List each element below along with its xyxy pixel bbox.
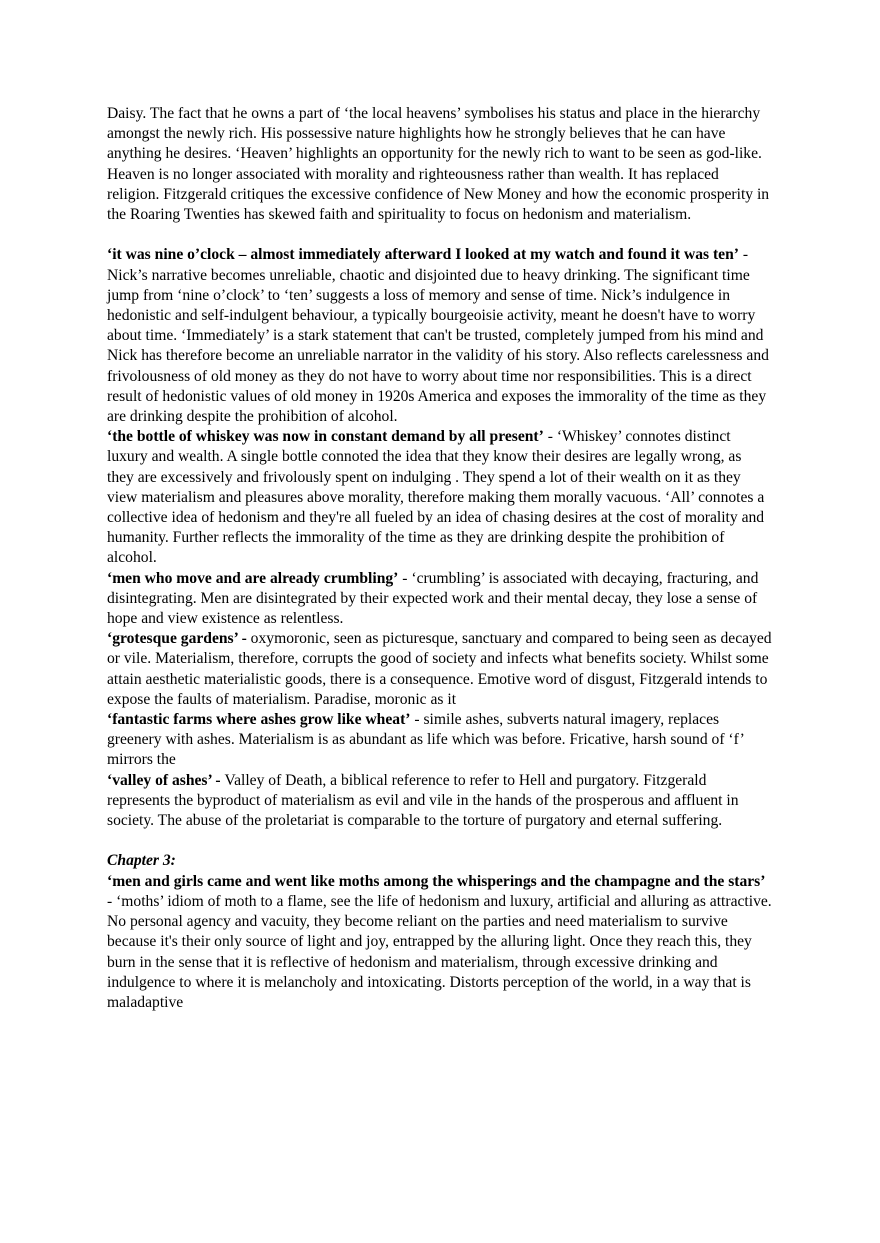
commentary-text-grotesque-gardens: oxymoronic, seen as picturesque, sanctuary and compared to being seen as decayed or vile. Materialism, therefore, corrupts the good of society and infects what benefits society. Whilst some attain aesthetic materialistic goods, there is a consequence. Emotive word of disgust, Fitzgerald intends to expose the faults of materialism. Paradise, moronic as it [107, 630, 772, 708]
quote-separator: - [543, 428, 557, 446]
commentary-text-fantastic-farms: simile ashes, subverts natural imagery, replaces greenery with ashes. Materialism is as abundant as life which was before. Fricative, harsh sound of ‘f’ mirrors the [107, 711, 744, 769]
quote-separator: - [107, 892, 117, 910]
quote-text-valley-of-ashes: ‘valley of ashes’ [107, 771, 212, 789]
quote-entry-valley-of-ashes [107, 771, 772, 832]
quote-separator: - [398, 569, 412, 587]
paragraph-daisy-heavens: Daisy. The fact that he owns a part of ‘the local heavens’ symbolises his status and place in the hierarchy amongst the newly rich. His possessive nature highlights how he strongly believes that he can have anything he desires. ‘Heaven’ highlights an opportunity for the newly rich to want to be seen as god-like. Heaven is no longer associated with morality and righteousness rather than wealth. It has replaced religion. Fitzgerald critiques the excessive confidence of New Money and how the economic prosperity in the Roaring Twenties has skewed faith and spirituality to focus on hedonism and materialism. [107, 105, 770, 224]
quote-entry-grotesque-gardens [107, 629, 772, 710]
quote-entry-nine-oclock [107, 245, 772, 427]
quote-entry-moths-champagne-stars [107, 872, 772, 1013]
quote-separator: - [237, 630, 251, 648]
commentary-text-men-crumbling: ‘crumbling’ is associated with decaying, fracturing, and disintegrating. Men are disintegrated by their expected work and their mental decay, they lose a sense of hope and view existence as relentless. [107, 569, 759, 628]
quote-separator: - [211, 771, 225, 789]
quote-text-moths-champagne-stars: ‘men and girls came and went like moths among the whisperings and the champagne and the stars’ [107, 872, 766, 890]
quote-text-fantastic-farms: ‘fantastic farms where ashes grow like wheat’ [107, 711, 411, 729]
quote-entry-bottle-of-whiskey [107, 427, 772, 568]
quote-text-bottle-of-whiskey: ‘the bottle of whiskey was now in constant demand by all present’ [107, 428, 544, 446]
quote-entry-fantastic-farms [107, 710, 772, 771]
commentary-text-bottle-of-whiskey: ‘Whiskey’ connotes distinct luxury and wealth. A single bottle connoted the idea that they know their desires are legally wrong, as they are excessively and frivolously spent on indulging . They spend a lot of their wealth on it as they view materialism and pleasures above morality, therefore making them morally vacuous. ‘All’ connotes a collective idea of hedonism and they're all fueled by an idea of chasing desires at the cost of morality and humanity. Further reflects the immorality of the time as they are drinking despite the prohibition of alcohol. [107, 428, 765, 567]
quote-text-grotesque-gardens: ‘grotesque gardens’ [107, 630, 238, 648]
chapter-heading: Chapter 3: [107, 852, 176, 870]
commentary-text-moths-champagne-stars: ‘moths’ idiom of moth to a flame, see the life of hedonism and luxury, artificial and alluring as attractive. No personal agency and vacuity, they become reliant on the parties and need materialism to survive because it's their only source of light and joy, entrapped by the alluring light. Once they reach this, they burn in the sense that it is reflective of hedonism and materialism, through excessive drinking and indulgence to where it is melancholy and intoxicating. Distorts perception of the world, in a way that is maladaptive [107, 892, 772, 1011]
chapter-spacer [107, 831, 772, 851]
quote-entry-men-crumbling [107, 569, 772, 630]
document-text-body [107, 104, 772, 1013]
commentary-text-nine-oclock: Nick’s narrative becomes unreliable, chaotic and disjointed due to heavy drinking. The significant time jump from ‘nine o’clock’ to ‘ten’ suggests a loss of memory and sense of time. Nick’s indulgence in hedonistic and self-indulgent behaviour, a typically bourgeoisie activity, meant he doesn't have to worry about time. ‘Immediately’ is a stark statement that can't be trusted, completely jumped from his mind and Nick has therefore become an unreliable narrator in the validity of his story. Also reflects carelessness and frivolousness of old money as they do not have to worry about time nor responsibilities. This is a direct result of hedonistic values of old money in 1920s America and exposes the immorality of the time as they are drinking despite the prohibition of alcohol. [107, 266, 769, 426]
quote-separator: - [738, 246, 749, 264]
quote-separator: - [410, 711, 424, 729]
quote-text-nine-oclock: ‘it was nine o’clock – almost immediately afterward I looked at my watch and found it was ten’ [107, 246, 739, 264]
commentary-text-valley-of-ashes: Valley of Death, a biblical reference to refer to Hell and purgatory. Fitzgerald represents the byproduct of materialism as evil and vile in the hands of the prosperous and affluent in society. The abuse of the proletariat is comparable to the torture of purgatory and eternal suffering. [107, 771, 739, 830]
paragraph-spacer [107, 225, 772, 245]
quote-text-men-crumbling: ‘men who move and are already crumbling’ [107, 569, 399, 587]
